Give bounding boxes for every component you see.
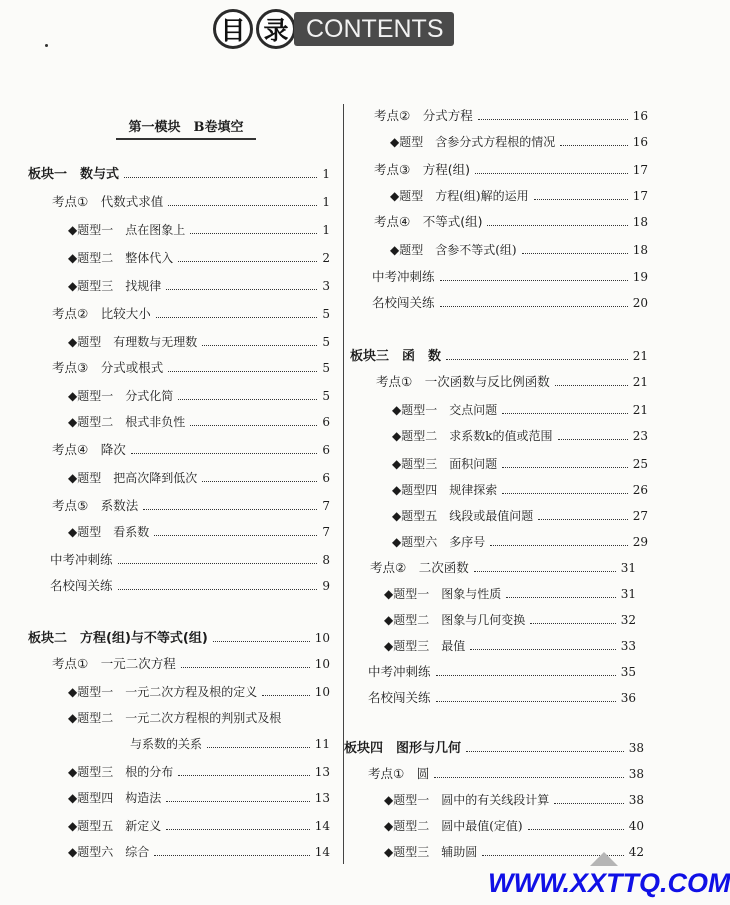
toc-entry-kaodian[interactable] [52,305,330,323]
toc-entry-tixing[interactable] [392,507,648,525]
toc-entry-misc[interactable] [372,294,648,312]
toc-entry-label: ◆题型三 面积问题 [392,457,498,471]
toc-page-number: 21 [632,349,648,363]
dot-leader [522,243,628,254]
toc-entry-tixing[interactable] [384,637,636,655]
dot-leader [190,415,317,426]
toc-entry-tixing[interactable] [68,709,330,727]
toc-page-number: 3 [322,279,330,293]
dot-leader [446,349,628,360]
toc-entry-misc[interactable] [372,268,648,286]
toc-entry-misc[interactable] [50,551,330,569]
toc-entry-kaodian[interactable] [52,497,330,515]
dot-leader [434,767,624,778]
toc-entry-label: ◆题型三 最值 [384,639,466,653]
toc-page-number: 1 [322,167,330,181]
toc-entry-label: 考点② 二次函数 [370,560,469,575]
toc-entry-label: ◆题型 看系数 [68,525,150,539]
toc-entry-label: ◆题型六 多序号 [392,535,486,549]
toc-entry-label: ◆题型五 线段或最值问题 [392,509,534,523]
toc-page-number: 31 [620,587,636,601]
dot-leader [440,296,628,307]
header-char-mu: 目 [213,9,253,49]
toc-entry-tixing[interactable] [392,533,648,551]
dot-leader [166,819,309,830]
toc-entry-label: ◆题型一 图象与性质 [384,587,502,601]
toc-page-number: 32 [620,613,636,627]
toc-entry-tixing[interactable] [68,817,330,835]
contents-header [213,6,454,52]
dot-leader [474,561,616,572]
toc-page-number: 13 [314,765,330,779]
toc-entry-tixing[interactable] [68,277,330,295]
dot-leader [118,579,318,590]
toc-entry-tixing[interactable] [68,221,330,239]
toc-entry-kaodian[interactable] [52,441,330,459]
toc-entry-label: 考点④ 降次 [52,442,126,457]
toc-entry-kaodian[interactable] [376,373,648,391]
toc-entry-bankuai[interactable] [28,629,330,647]
dot-leader [262,685,309,696]
toc-entry-tixing[interactable] [384,611,636,629]
toc-entry-label: ◆题型二 求系数k的值或范围 [392,429,553,443]
toc-entry-tixing[interactable] [68,789,330,807]
toc-entry-label: ◆题型 把高次降到低次 [68,471,198,485]
toc-entry-tixing[interactable] [384,817,644,835]
toc-entry-tixing[interactable] [68,523,330,541]
toc-page-number: 23 [632,429,648,443]
toc-page-number: 5 [322,307,330,321]
dot-leader [466,741,624,752]
dot-leader [213,631,310,642]
module-title: 第一模块 B卷填空 [116,120,256,140]
dot-leader [440,270,628,281]
toc-page-number: 19 [632,270,648,284]
dot-leader [560,135,627,146]
toc-entry-label: ◆题型三 根的分布 [68,765,174,779]
dot-leader [555,375,628,386]
dot-leader [490,535,627,546]
toc-entry-label: ◆题型五 新定义 [68,819,162,833]
toc-page-number: 2 [322,251,330,265]
toc-page-number: 33 [620,639,636,653]
site-watermark: WWW.XXTTQ.COM [488,868,730,898]
dot-leader [124,167,317,178]
toc-entry-label: 考点② 比较大小 [52,306,151,321]
toc-page-number: 20 [632,296,648,310]
dot-leader [487,215,627,226]
toc-entry-kaodian[interactable] [52,359,330,377]
toc-entry-misc[interactable] [50,577,330,595]
dot-leader [154,525,317,536]
dot-leader [207,737,310,748]
dot-leader [202,335,317,346]
dot-leader [528,819,624,830]
toc-entry-label: ◆题型二 整体代入 [68,251,174,265]
toc-entry-tixing[interactable] [390,187,648,205]
toc-page-number: 16 [632,135,648,149]
toc-entry-bankuai[interactable] [344,739,644,757]
toc-page-number: 8 [322,553,330,567]
toc-entry-tixing[interactable] [68,387,330,405]
toc-entry-tixing[interactable] [68,683,330,701]
toc-page-number: 40 [628,819,644,833]
dot-leader [506,587,615,598]
dot-leader [530,613,615,624]
toc-entry-label: 名校闯关练 [368,690,431,705]
toc-entry-tixing[interactable] [68,763,330,781]
toc-entry-tixing[interactable] [68,469,330,487]
toc-entry-tixing[interactable] [392,481,648,499]
toc-entry-bankuai[interactable] [28,165,330,183]
dot-leader [156,307,318,318]
toc-entry-label: ◆题型一 一元二次方程及根的定义 [68,685,258,699]
toc-page-number: 5 [322,335,330,349]
toc-entry-cont[interactable] [130,735,330,753]
toc-entry-label: 板块二 方程(组)与不等式(组) [28,631,208,646]
toc-page-number: 7 [322,499,330,513]
toc-entry-label: 与系数的关系 [130,737,203,751]
toc-page-number: 11 [314,737,330,751]
toc-entry-label: ◆题型 有理数与无理数 [68,335,198,349]
toc-entry-label: ◆题型六 综合 [68,845,150,859]
dot-leader [168,361,317,372]
toc-page-number: 16 [632,109,648,123]
toc-entry-label: ◆题型四 规律探索 [392,483,498,497]
toc-entry-tixing[interactable] [384,791,644,809]
toc-page-number: 38 [628,741,644,755]
toc-entry-label: ◆题型二 根式非负性 [68,415,186,429]
dot-leader [502,483,627,494]
dot-leader [502,403,627,414]
dot-leader [178,389,317,400]
toc-page-number: 36 [620,691,636,705]
toc-entry-label: ◆题型四 构造法 [68,791,162,805]
dot-leader [166,791,309,802]
dot-leader [478,109,628,120]
toc-entry-bankuai[interactable] [350,347,648,365]
toc-entry-label: ◆题型一 圆中的有关线段计算 [384,793,550,807]
toc-page-number: 21 [632,375,648,389]
toc-entry-tixing[interactable] [392,427,648,445]
toc-entry-kaodian[interactable] [370,559,636,577]
toc-entry-label: ◆题型一 交点问题 [392,403,498,417]
toc-page-number: 38 [628,793,644,807]
toc-entry-tixing[interactable] [392,401,648,419]
dot-leader [154,845,309,856]
toc-entry-label: 考点① 一次函数与反比例函数 [376,374,550,389]
toc-page-number: 10 [314,685,330,699]
toc-page-number: 29 [632,535,648,549]
toc-entry-label: 中考冲刺练 [372,269,435,284]
dot-leader [470,639,615,650]
header-contents-word: CONTENTS [294,12,454,46]
dot-leader [558,429,628,440]
toc-entry-misc[interactable] [368,663,636,681]
toc-page-number: 27 [632,509,648,523]
dot-leader [502,457,627,468]
toc-entry-tixing[interactable] [392,455,648,473]
toc-page-number: 14 [314,819,330,833]
toc-entry-tixing[interactable] [390,241,648,259]
toc-entry-tixing[interactable] [68,413,330,431]
toc-page-number: 18 [632,215,648,229]
toc-page-number: 13 [314,791,330,805]
toc-entry-label: 名校闯关练 [372,295,435,310]
toc-entry-label: ◆题型 方程(组)解的运用 [390,189,529,203]
toc-entry-kaodian[interactable] [52,193,330,211]
toc-page-number: 42 [628,845,644,859]
toc-page-number: 31 [620,561,636,575]
toc-page-number: 1 [322,223,330,237]
toc-entry-label: ◆题型 含参分式方程根的情况 [390,135,556,149]
dot-leader [168,195,317,206]
toc-entry-label: ◆题型三 辅助圆 [384,845,478,859]
toc-entry-label: 考点① 圆 [368,766,430,781]
dot-leader [190,223,317,234]
toc-entry-label: 板块三 函 数 [350,349,442,364]
toc-page-number: 17 [632,163,648,177]
toc-entry-tixing[interactable] [384,585,636,603]
dot-leader [436,665,616,676]
toc-entry-label: 考点② 分式方程 [374,108,473,123]
toc-page-number: 10 [314,631,330,645]
toc-page-number: 5 [322,389,330,403]
dot-leader [166,279,317,290]
toc-page-number: 25 [632,457,648,471]
dot-leader [178,765,309,776]
toc-page-number: 10 [314,657,330,671]
dot-leader [554,793,623,804]
toc-entry-label: 考点① 一元二次方程 [52,656,176,671]
header-char-lu: 录 [256,9,296,49]
toc-entry-label: 考点④ 不等式(组) [374,214,483,229]
toc-entry-tixing[interactable] [68,843,330,861]
toc-page-number: 6 [322,415,330,429]
toc-entry-label: ◆题型 含参不等式(组) [390,243,517,257]
toc-entry-label: 板块一 数与式 [28,167,120,182]
toc-page-number: 35 [620,665,636,679]
toc-page-number: 18 [632,243,648,257]
page-corner-mark [590,852,618,866]
toc-entry-label: 考点⑤ 系数法 [52,498,139,513]
toc-entry-kaodian[interactable] [374,107,648,125]
toc-entry-label: ◆题型二 一元二次方程根的判别式及根 [68,711,282,725]
toc-page-number: 6 [322,443,330,457]
dot-leader [436,691,616,702]
decorative-dot [45,44,48,47]
toc-entry-label: 板块四 图形与几何 [344,741,462,756]
toc-entry-tixing[interactable] [68,333,330,351]
toc-entry-tixing[interactable] [390,133,648,151]
dot-leader [178,251,317,262]
toc-page-number: 6 [322,471,330,485]
toc-entry-label: ◆题型二 圆中最值(定值) [384,819,523,833]
toc-entry-kaodian[interactable] [368,765,644,783]
toc-page-number: 17 [632,189,648,203]
dot-leader [202,471,317,482]
toc-entry-label: 考点③ 方程(组) [374,162,470,177]
toc-page-number: 9 [322,579,330,593]
toc-page-number: 5 [322,361,330,375]
toc-entry-label: 名校闯关练 [50,578,113,593]
dot-leader [538,509,627,520]
toc-entry-label: ◆题型三 找规律 [68,279,162,293]
toc-entry-label: 考点① 代数式求值 [52,194,164,209]
dot-leader [475,163,628,174]
toc-entry-label: 中考冲刺练 [368,664,431,679]
toc-entry-label: ◆题型二 图象与几何变换 [384,613,526,627]
toc-entry-misc[interactable] [368,689,636,707]
dot-leader [143,499,317,510]
toc-entry-label: 中考冲刺练 [50,552,113,567]
dot-leader [131,443,318,454]
toc-page-number: 7 [322,525,330,539]
toc-page-number: 14 [314,845,330,859]
toc-entry-label: ◆题型一 点在图象上 [68,223,186,237]
toc-page-number: 38 [628,767,644,781]
toc-entry-kaodian[interactable] [374,213,648,231]
toc-entry-kaodian[interactable] [52,655,330,673]
toc-entry-tixing[interactable] [68,249,330,267]
toc-entry-kaodian[interactable] [374,161,648,179]
toc-entry-label: 考点③ 分式或根式 [52,360,164,375]
toc-page-number: 1 [322,195,330,209]
toc-page-number: 26 [632,483,648,497]
dot-leader [118,553,318,564]
dot-leader [181,657,310,668]
toc-entry-label: ◆题型一 分式化简 [68,389,174,403]
toc-page-number: 21 [632,403,648,417]
dot-leader [534,189,628,200]
